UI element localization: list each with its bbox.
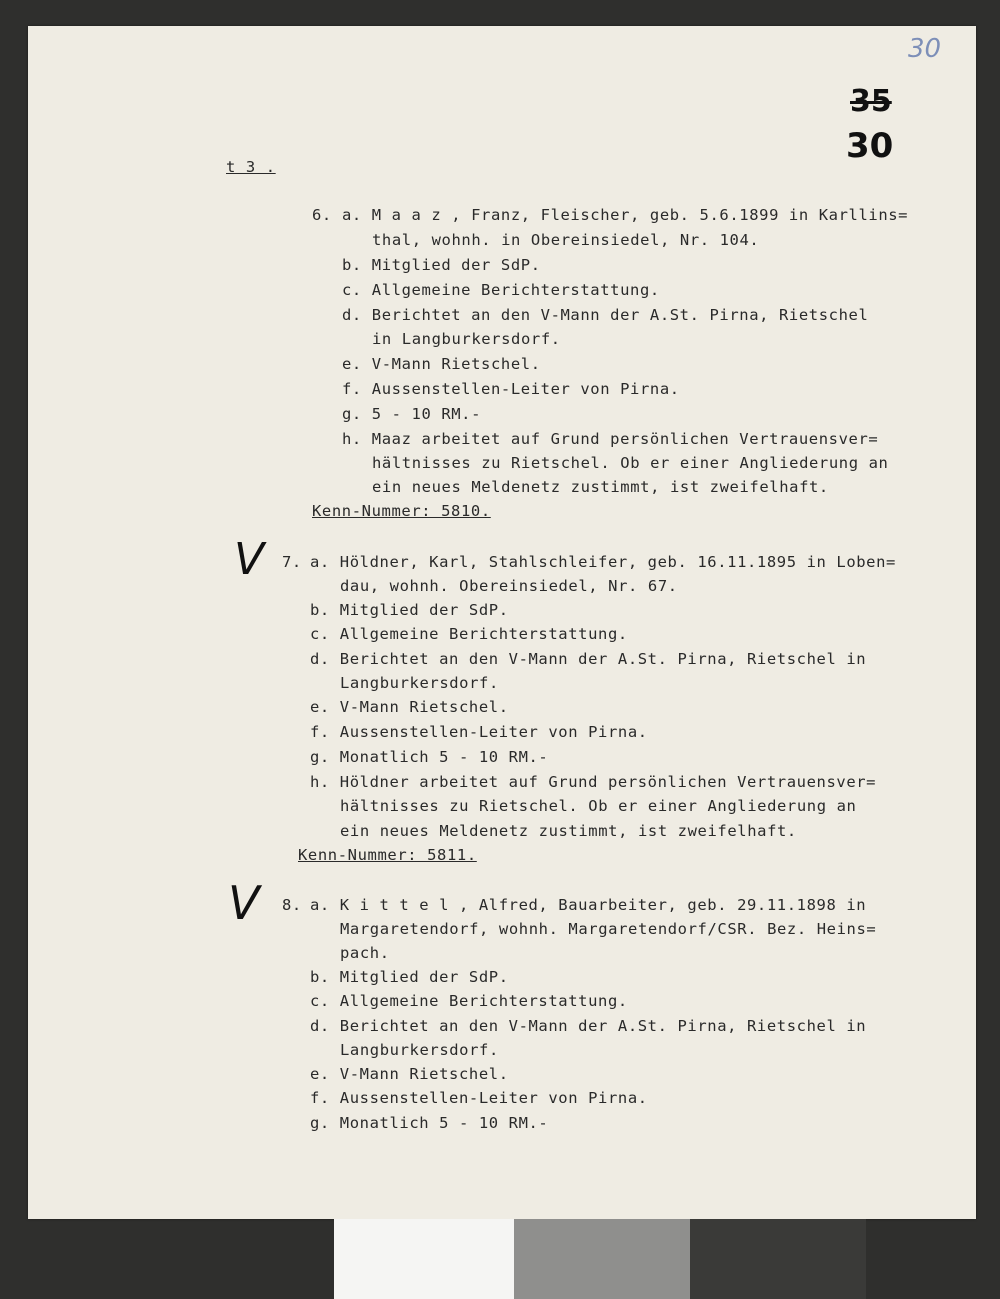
- entry-line: c. Allgemeine Berichterstattung.: [310, 992, 628, 1010]
- entry-line: h. Höldner arbeitet auf Grund persönlichen Vertrauensver=: [310, 773, 877, 791]
- pencil-page-number: 30: [908, 34, 942, 64]
- entry-line: d. Berichtet an den V-Mann der A.St. Pirna, Rietschel in: [310, 1017, 867, 1035]
- entry-line: a. Höldner, Karl, Stahlschleifer, geb. 16.11.1895 in Loben=: [310, 553, 896, 571]
- check-mark: V: [234, 534, 265, 585]
- entry-number: 8.: [282, 896, 302, 914]
- entry-line: a. K i t t e l , Alfred, Bauarbeiter, geb. 29.11.1898 in: [310, 896, 867, 914]
- entry-line: hältnisses zu Rietschel. Ob er einer Angliederung an: [372, 454, 889, 472]
- entry-line: c. Allgemeine Berichterstattung.: [342, 281, 660, 299]
- entry-line: pach.: [340, 944, 390, 962]
- entry-line: f. Aussenstellen-Leiter von Pirna.: [342, 380, 680, 398]
- entry-line: hältnisses zu Rietschel. Ob er einer Angliederung an: [340, 797, 857, 815]
- entry-line: b. Mitglied der SdP.: [310, 968, 509, 986]
- kenn-nummer: Kenn-Nummer: 5811.: [298, 846, 477, 864]
- entry-line: a. M a a z , Franz, Fleischer, geb. 5.6.1899 in Karllins=: [342, 206, 909, 224]
- entry-number: 7.: [282, 553, 302, 571]
- struck-page-number: 35: [850, 84, 892, 119]
- calibration-dark-patch: [690, 1219, 866, 1299]
- calibration-white-patch: [334, 1219, 514, 1299]
- entry-line: d. Berichtet an den V-Mann der A.St. Pirna, Rietschel in: [310, 650, 867, 668]
- entry-line: Langburkersdorf.: [340, 674, 499, 692]
- entry-line: g. Monatlich 5 - 10 RM.-: [310, 748, 549, 766]
- check-mark: V: [228, 876, 260, 930]
- entry-number: 6.: [312, 206, 332, 224]
- entry-line: g. 5 - 10 RM.-: [342, 405, 482, 423]
- entry-line: in Langburkersdorf.: [372, 330, 561, 348]
- entry-line: d. Berichtet an den V-Mann der A.St. Pirna, Rietschel: [342, 306, 869, 324]
- entry-line: dau, wohnh. Obereinsiedel, Nr. 67.: [340, 577, 678, 595]
- entry-line: e. V-Mann Rietschel.: [310, 698, 509, 716]
- entry-line: Langburkersdorf.: [340, 1041, 499, 1059]
- page-mark: t 3 .: [226, 158, 276, 176]
- entry-line: h. Maaz arbeitet auf Grund persönlichen Vertrauensver=: [342, 430, 879, 448]
- entry-line: f. Aussenstellen-Leiter von Pirna.: [310, 723, 648, 741]
- entry-line: ein neues Meldenetz zustimmt, ist zweifelhaft.: [340, 822, 797, 840]
- calibration-grey-patch: [514, 1219, 690, 1299]
- entry-line: f. Aussenstellen-Leiter von Pirna.: [310, 1089, 648, 1107]
- entry-line: c. Allgemeine Berichterstattung.: [310, 625, 628, 643]
- document-page: [28, 26, 976, 1219]
- entry-line: e. V-Mann Rietschel.: [310, 1065, 509, 1083]
- entry-line: b. Mitglied der SdP.: [342, 256, 541, 274]
- entry-line: g. Monatlich 5 - 10 RM.-: [310, 1114, 549, 1132]
- entry-line: e. V-Mann Rietschel.: [342, 355, 541, 373]
- entry-line: ein neues Meldenetz zustimmt, ist zweifelhaft.: [372, 478, 829, 496]
- kenn-nummer: Kenn-Nummer: 5810.: [312, 502, 491, 520]
- entry-line: thal, wohnh. in Obereinsiedel, Nr. 104.: [372, 231, 760, 249]
- entry-line: Margaretendorf, wohnh. Margaretendorf/CSR. Bez. Heins=: [340, 920, 877, 938]
- handwritten-page-number: 30: [846, 126, 894, 166]
- entry-line: b. Mitglied der SdP.: [310, 601, 509, 619]
